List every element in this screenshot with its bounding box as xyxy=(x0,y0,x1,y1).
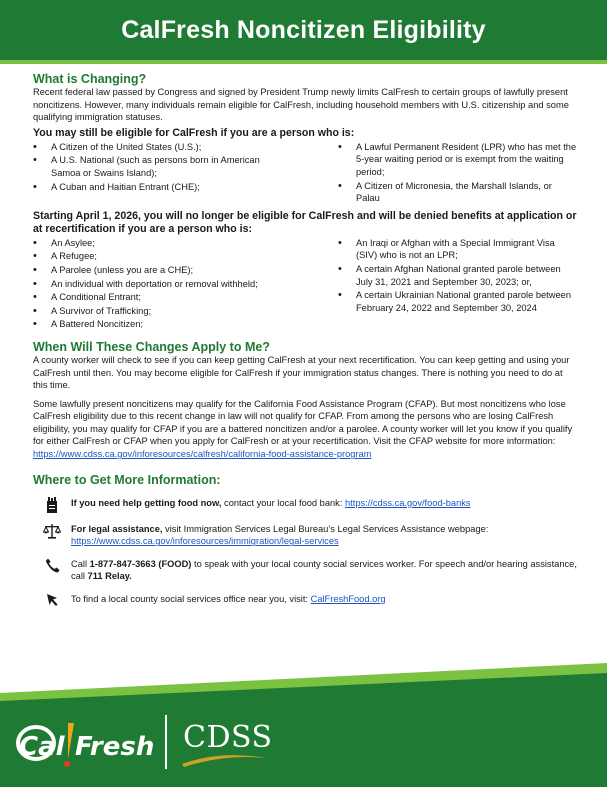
ineligible-list xyxy=(33,237,578,332)
grocery-bag-icon xyxy=(33,497,71,513)
legal-services-link[interactable]: https://www.cdss.ca.gov/inforesources/immigration/legal-services xyxy=(71,536,339,547)
logo-divider xyxy=(165,715,167,769)
when-apply-heading: When Will These Changes Apply to Me? xyxy=(33,339,270,354)
list-item: • A Conditional Entrant; xyxy=(33,291,273,304)
more-info-heading: Where to Get More Information: xyxy=(33,472,221,487)
cdss-logo: CDSS xyxy=(183,720,273,755)
food-help-bold: If you need help getting food now, xyxy=(71,497,222,508)
more-info-list xyxy=(33,497,578,607)
phone-row xyxy=(33,558,578,583)
list-item: • A Survivor of Trafficking; xyxy=(33,305,273,318)
list-item: • An Iraqi or Afghan with a Special Immigrant Visa (SIV) who is not an LPR; xyxy=(338,237,578,262)
legal-help-row xyxy=(33,523,578,548)
page-title: CalFresh Noncitizen Eligibility xyxy=(121,16,486,44)
legal-help-bold: For legal assistance, xyxy=(71,523,163,534)
list-item: • A Parolee (unless you are a CHE); xyxy=(33,264,273,277)
food-help-body: contact your local food bank: xyxy=(221,497,345,508)
what-changing-heading: What is Changing? xyxy=(33,72,147,86)
list-item: • A Refugee; xyxy=(33,250,273,263)
list-item: • A Citizen of Micronesia, the Marshall Islands, or Palau xyxy=(338,180,578,205)
legal-help-text xyxy=(71,523,578,548)
ineligible-list-right xyxy=(338,237,578,332)
calfresh-logo-fresh: Fresh xyxy=(75,732,155,762)
list-item: • A Lawful Permanent Resident (LPR) who has met the 5-year waiting period or is exempt from the waiting period; xyxy=(338,141,578,179)
office-row xyxy=(33,593,578,607)
ineligible-lead: Starting April 1, 2026, you will no longer be eligible for CalFresh and will be denied benefits at application or at recertification if you are a person who is: xyxy=(33,209,577,235)
phone-text xyxy=(71,558,578,583)
relay-number: 711 Relay. xyxy=(87,571,132,582)
list-item: • A certain Afghan National granted parole between July 31, 2021 and September 30, 2023; or, xyxy=(338,263,578,288)
when-apply-para2 xyxy=(33,398,578,461)
what-changing-body: Recent federal law passed by Congress and signed by President Trump newly limits CalFresh to certain groups of lawfully present noncitizens. However, many individuals remain eligible for CalFresh, including household members with U.S. citizenship and some qualifying immigration statuses. xyxy=(33,87,569,123)
eligible-lead: You may still be eligible for CalFresh if you are a person who is: xyxy=(33,126,355,139)
list-item: • A U.S. National (such as persons born in American Samoa or Swains Island); xyxy=(33,154,273,179)
phone-number[interactable]: 1-877-847-3663 (FOOD) xyxy=(89,558,192,569)
calfresh-logo xyxy=(16,715,156,776)
when-apply-para1: A county worker will check to see if you can keep getting CalFresh at your next recertification. You can keep getting and using your CalFresh until then. You may become eligible for CalFresh if your immigration status changes. There is nothing you need to do at this time. xyxy=(33,354,570,391)
header-banner xyxy=(0,0,607,60)
phone-icon xyxy=(33,558,71,573)
cursor-arrow-icon xyxy=(33,593,71,607)
cfap-link[interactable]: https://www.cdss.ca.gov/inforesources/calfresh/california-food-assistance-program xyxy=(33,449,372,460)
cdss-swoosh xyxy=(180,752,270,768)
food-banks-link[interactable]: https://cdss.ca.gov/food-banks xyxy=(344,497,471,508)
food-help-text xyxy=(71,497,578,510)
ineligible-list-left xyxy=(33,237,273,332)
office-body: To find a local county social services office near you, visit: xyxy=(71,594,311,605)
legal-help-body: visit Immigration Services Legal Bureau’s Legal Services Assistance webpage: xyxy=(162,523,489,534)
calfresh-logo-cal: Cal xyxy=(19,732,65,762)
header-stripe xyxy=(0,60,607,64)
eligible-list xyxy=(33,141,578,206)
phone-mid: to speak with your local county social services worker. For speech and/or hearing assistance, call xyxy=(71,558,577,582)
phone-pre: Call xyxy=(71,558,90,569)
list-item: • A Battered Noncitizen; xyxy=(33,318,273,331)
list-item: • An individual with deportation or removal withheld; xyxy=(33,278,273,291)
scales-icon xyxy=(33,523,71,539)
list-item: • An Asylee; xyxy=(33,237,273,250)
when-apply-para2-text: Some lawfully present noncitizens may qualify for the California Food Assistance Program (CFAP). But most noncitizens who lose CalFresh eligibility due to this recent change in law will not qualify for CFAP. From among the persons who are losing CalFresh eligibility, you may qualify for CFAP if you are a battered noncitizen and/or a parolee. A county worker will let you know if you qualify for either CalFresh or CFAP when you apply for CalFresh or at your recertification. Visit the CFAP website for more information: xyxy=(33,398,573,447)
main-content xyxy=(33,70,578,617)
eligible-list-left xyxy=(33,141,273,206)
food-help-row xyxy=(33,497,578,513)
list-item: • A certain Ukrainian National granted parole between February 24, 2022 and September 30, 2024 xyxy=(338,289,578,314)
list-item: • A Cuban and Haitian Entrant (CHE); xyxy=(33,181,273,194)
list-item: • A Citizen of the United States (U.S.); xyxy=(33,141,273,154)
eligible-list-right xyxy=(338,141,578,206)
calfreshfood-link[interactable]: CalFreshFood.org xyxy=(310,594,386,605)
office-text xyxy=(71,593,578,606)
